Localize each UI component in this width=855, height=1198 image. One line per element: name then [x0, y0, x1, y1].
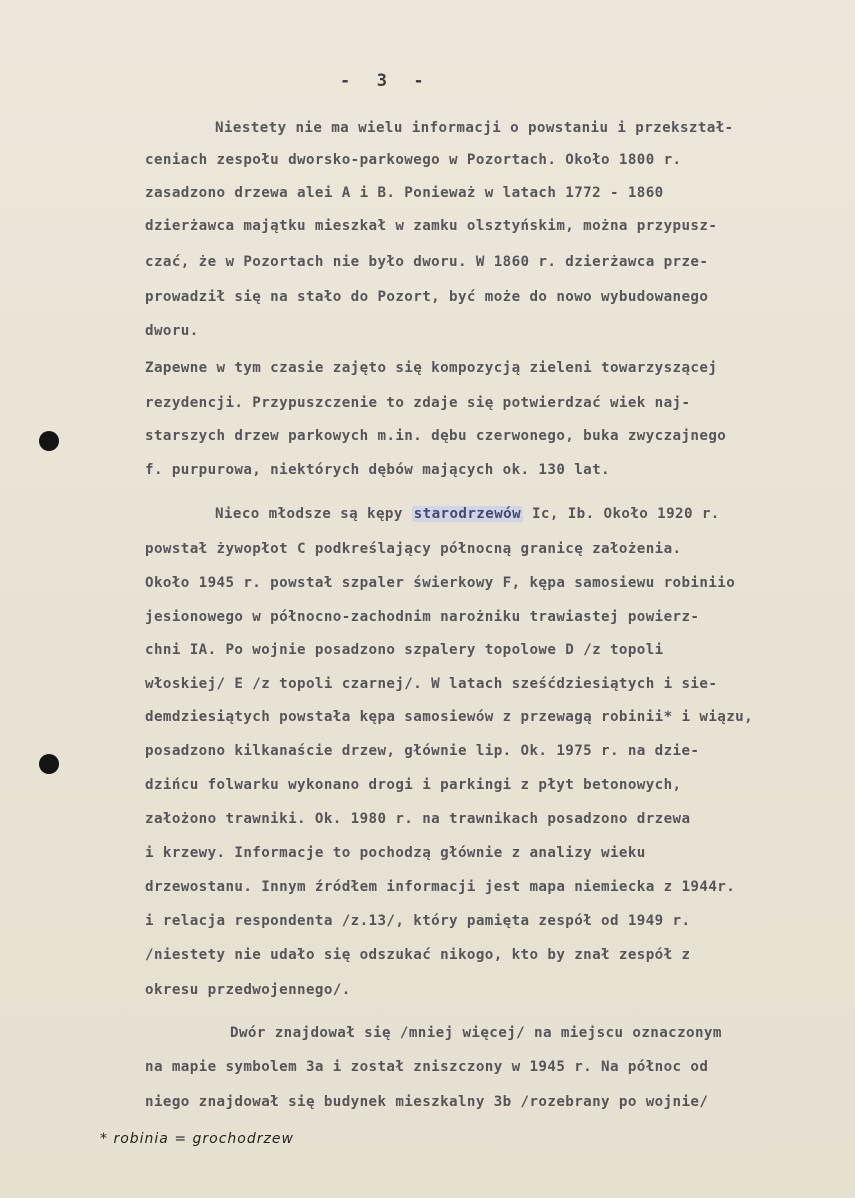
highlighted-word: starodrzewów [413, 506, 522, 522]
page-number: - 3 - [340, 71, 426, 91]
text-line [215, 506, 720, 522]
handwritten-footnote: * robinia = grochodrzew [100, 1131, 294, 1147]
text-line: dzińcu folwarku wykonano drogi i parkingi z płyt betonowych, [145, 777, 682, 793]
punch-hole-upper [39, 431, 59, 451]
text-line: powstał żywopłot C podkreślający północną granicę założenia. [145, 541, 682, 557]
text-line: założono trawniki. Ok. 1980 r. na trawnikach posadzono drzewa [145, 811, 691, 827]
text-line: niego znajdował się budynek mieszkalny 3b /rozebrany po wojnie/ [145, 1094, 709, 1110]
text-line: drzewostanu. Innym źródłem informacji jest mapa niemiecka z 1944r. [145, 879, 736, 895]
text-line: włoskiej/ E /z topoli czarnej/. W latach sześćdziesiątych i sie- [145, 676, 718, 692]
text-line: na mapie symbolem 3a i został zniszczony w 1945 r. Na północ od [145, 1059, 709, 1075]
text-line: f. purpurowa, niektórych dębów mających ok. 130 lat. [145, 462, 610, 478]
text-fragment: Nieco młodsze są kępy [215, 506, 412, 522]
text-line: rezydencji. Przypuszczenie to zdaje się potwierdzać wiek naj- [145, 395, 691, 411]
text-line: prowadził się na stało do Pozort, być może do nowo wybudowanego [145, 289, 709, 305]
text-line: czać, że w Pozortach nie było dworu. W 1860 r. dzierżawca prze- [145, 254, 709, 270]
text-line: Zapewne w tym czasie zajęto się kompozycją zieleni towarzyszącej [145, 360, 718, 376]
text-line: chni IA. Po wojnie posadzono szpalery topolowe D /z topoli [145, 642, 664, 658]
text-line: Niestety nie ma wielu informacji o powstaniu i przekształ- [215, 120, 734, 136]
punch-hole-lower [39, 754, 59, 774]
text-line: Około 1945 r. powstał szpaler świerkowy F, kępa samosiewu robiniio [145, 575, 736, 591]
text-line: starszych drzew parkowych m.in. dębu czerwonego, buka zwyczajnego [145, 428, 727, 444]
text-line: jesionowego w północno-zachodnim narożniku trawiastej powierz- [145, 609, 700, 625]
text-line: dzierżawca majątku mieszkał w zamku olsztyńskim, można przypusz- [145, 218, 718, 234]
text-line: ceniach zespołu dworsko-parkowego w Pozortach. Około 1800 r. [145, 152, 682, 168]
text-fragment: Ic, Ib. Około 1920 r. [523, 506, 720, 522]
text-line: i relacja respondenta /z.13/, który pamięta zespół od 1949 r. [145, 913, 691, 929]
text-line: demdziesiątych powstała kępa samosiewów z przewagą robinii* i wiązu, [145, 709, 754, 725]
text-line: zasadzono drzewa alei A i B. Ponieważ w latach 1772 - 1860 [145, 185, 664, 201]
text-line: dworu. [145, 323, 199, 339]
text-line: /niestety nie udało się odszukać nikogo, kto by znał zespół z [145, 947, 691, 963]
text-line: Dwór znajdował się /mniej więcej/ na miejscu oznaczonym [230, 1025, 722, 1041]
text-line: i krzewy. Informacje to pochodzą głównie z analizy wieku [145, 845, 646, 861]
text-line: posadzono kilkanaście drzew, głównie lip. Ok. 1975 r. na dzie- [145, 743, 700, 759]
text-line: okresu przedwojennego/. [145, 982, 351, 998]
